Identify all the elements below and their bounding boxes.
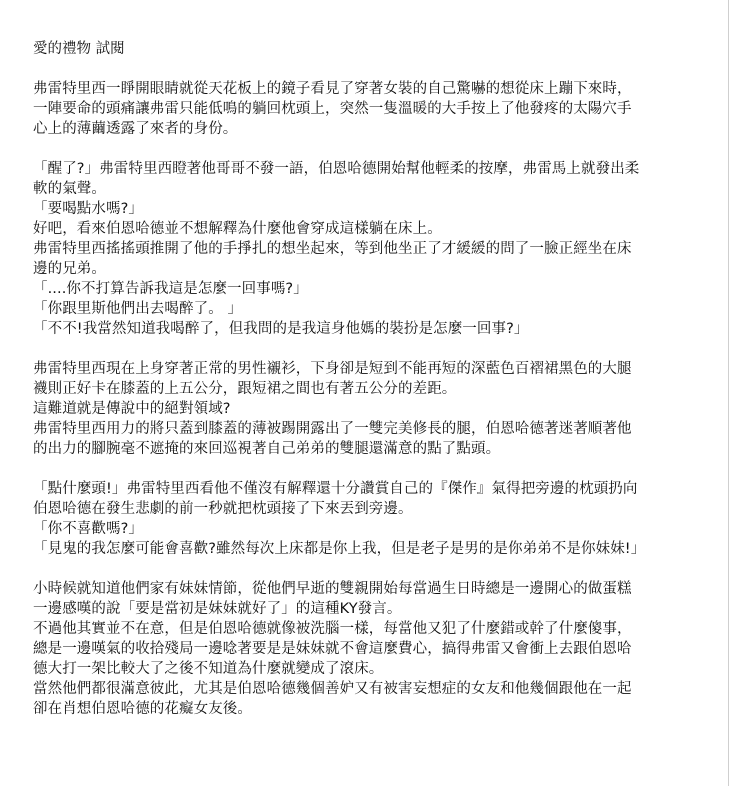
paragraph-1 bbox=[33, 79, 723, 139]
text-line: 弗雷特里西現在上身穿著正常的男性襯衫，下身卻是短到不能再短的深藍色百褶裙黑色的大腿 bbox=[33, 361, 632, 377]
text-line: 這難道就是傳說中的絕對領域? bbox=[33, 401, 231, 417]
paragraph-gap bbox=[33, 139, 723, 159]
paragraph-2 bbox=[33, 159, 723, 339]
paragraph-gap bbox=[33, 339, 723, 359]
text-line: 軟的氣聲。 bbox=[33, 181, 106, 197]
text-line: 弗雷特里西用力的將只蓋到膝蓋的薄被踢開露出了一雙完美修長的腿，伯恩哈德著迷著順著他 bbox=[33, 421, 632, 437]
text-line: 一邊感嘆的說「要是當初是妹妹就好了」的這種KY發言。 bbox=[33, 601, 402, 617]
article-body bbox=[33, 39, 723, 719]
text-line: 好吧，看來伯恩哈德並不想解釋為什麼他會穿成這樣躺在床上。 bbox=[33, 221, 442, 237]
text-line: 「....你不打算告訴我這是怎麼一回事嗎?」 bbox=[33, 281, 308, 297]
text-line: 伯恩哈德在發生悲劇的前一秒就把枕頭接了下來丟到旁邊。 bbox=[33, 501, 413, 517]
text-line: 「點什麼頭!」弗雷特里西看他不僅沒有解釋還十分讚賞自己的『傑作』氣得把旁邊的枕頭扔向 bbox=[33, 481, 638, 497]
paragraph-gap bbox=[33, 559, 723, 579]
text-line: 當然他們都很滿意彼此，尤其是伯恩哈德幾個善妒又有被害妄想症的女友和他幾個跟他在一起 bbox=[33, 681, 632, 697]
text-line: 「你不喜歡嗎?」 bbox=[33, 521, 143, 537]
text-line: 「不不!我當然知道我喝醉了，但我問的是我這身他媽的裝扮是怎麼一回事?」 bbox=[33, 321, 529, 337]
text-line: 邊的兄弟。 bbox=[33, 261, 106, 277]
text-line: 德大打一架比較大了之後不知道為什麼就變成了滾床。 bbox=[33, 661, 384, 677]
paragraph-4 bbox=[33, 479, 723, 559]
text-line: 不過他其實並不在意，但是伯恩哈德就像被洗腦一樣，每當他又犯了什麼錯或幹了什麼傻事， bbox=[33, 621, 632, 637]
text-line: 小時候就知道他們家有妹妹情節，從他們早逝的雙親開始每當過生日時總是一邊開心的做蛋糕 bbox=[33, 581, 632, 597]
article-title: 愛的禮物 試閱 bbox=[33, 41, 125, 57]
text-line: 一陣要命的頭痛讓弗雷只能低鳴的躺回枕頭上，突然一隻溫暖的大手按上了他發疼的太陽穴手 bbox=[33, 101, 632, 117]
text-line: 「要喝點水嗎?」 bbox=[33, 201, 143, 217]
text-line: 卻在肖想伯恩哈德的花癡女友後。 bbox=[33, 701, 252, 717]
text-line: 弗雷特里西一睜開眼睛就從天花板上的鏡子看見了穿著女裝的自己驚嚇的想從床上蹦下來時， bbox=[33, 81, 632, 97]
text-line: 「你跟里斯他們出去喝醉了。 」 bbox=[33, 301, 243, 317]
paragraph-gap bbox=[33, 459, 723, 479]
text-line: 「見鬼的我怎麼可能會喜歡?雖然每次上床都是你上我，但是老子是男的是你弟弟不是你妹妹!」 bbox=[33, 541, 646, 557]
text-line: 弗雷特里西搖搖頭推開了他的手掙扎的想坐起來，等到他坐正了才緩緩的問了一臉正經坐在床 bbox=[33, 241, 632, 257]
paragraph-3 bbox=[33, 359, 723, 459]
text-line: 的出力的腳腕毫不遮掩的來回巡視著自己弟弟的雙腿還滿意的點了點頭。 bbox=[33, 441, 501, 457]
text-line: 心上的薄繭透露了來者的身份。 bbox=[33, 121, 238, 137]
text-line: 襪則正好卡在膝蓋的上五公分，跟短裙之間也有著五公分的差距。 bbox=[33, 381, 457, 397]
paragraph-5 bbox=[33, 579, 723, 719]
text-line: 「醒了?」弗雷特里西瞪著他哥哥不發一語，伯恩哈德開始幫他輕柔的按摩，弗雷馬上就發出柔 bbox=[33, 161, 640, 177]
text-line: 總是一邊嘆氣的收拾殘局一邊唸著要是是妹妹就不會這麼費心，搞得弗雷又會衝上去跟伯恩哈 bbox=[33, 641, 632, 657]
